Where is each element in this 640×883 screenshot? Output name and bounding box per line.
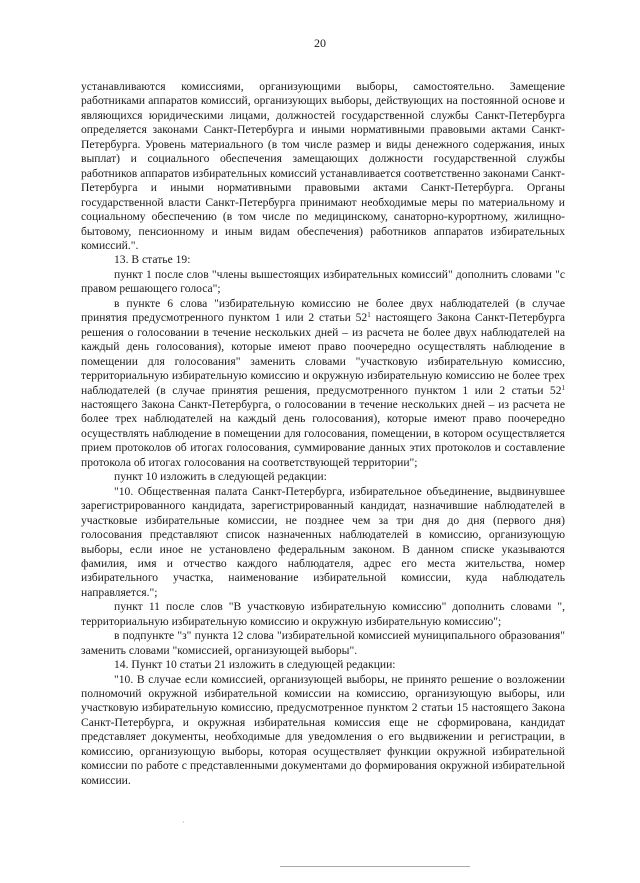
- paragraph-p4: [81, 297, 565, 470]
- text-run: в пункте 6 слова "избирательную комиссию не более двух наблюдателей (в случае принятия предусмотренного пунктом 1 или 2 статьи 52: [81, 296, 565, 325]
- text-run: "10. В случае если комиссией, организующей выборы, не принято решение о возложении полномочий окружной избирательной комиссии на комиссию, организующую выборы, или участковую избирательную комиссию, предусмотренное пунктом 2 статьи 15 настоящего Закона Санкт-Петербурга, и окружная избирательная комиссия еще не сформирована, кандидат представляет документы, необходимые для уведомления о его выдвижении и регистрации, в комиссию, организующую выборы, которая осуществляет функции окружной избирательной комиссии по работе с представленными документами до формирования окружной избирательной комиссии.: [81, 672, 565, 787]
- paragraph-p10: [81, 673, 565, 789]
- paragraph-p8: [81, 629, 565, 658]
- superscript: 1: [561, 383, 565, 392]
- superscript: 1: [367, 311, 371, 320]
- paragraph-p3: [81, 268, 565, 297]
- text-run: пункт 11 после слов "В участковую избирательную комиссию" дополнить словами ", территориальную избирательную комиссию и окружную избирательную комиссию";: [81, 600, 565, 628]
- text-run: 14. Пункт 10 статьи 21 изложить в следующей редакции:: [114, 658, 396, 672]
- paragraph-p2: [81, 253, 565, 267]
- text-run: пункт 1 после слов "члены вышестоящих избирательных комиссий" дополнить словами "с правом решающего голоса";: [81, 267, 565, 296]
- text-run: 13. В статье 19:: [114, 253, 191, 267]
- paragraph-p1: [81, 80, 565, 253]
- paragraph-p7: [81, 600, 565, 629]
- text-run: настоящего Закона Санкт-Петербурга решения о голосовании в течение нескольких дней – из расчета не более двух наблюдателей на каждый день голосования), которые имеют право поочередно осуществлять наблюдение в помещении для голосования" заменить словами "участковую избирательную комиссию, территориальную избирательную комиссию и окружную избирательную комиссию не более трех наблюдателей (в случае принятия решения, предусмотренного пунктом 1 или 2 статьи 52: [81, 311, 565, 397]
- text-run: в подпункте "з" пункта 12 слова "избирательной комиссией муниципального образования" заменить словами "комиссией, организующей выборы".: [81, 629, 565, 657]
- page-number: 20: [314, 36, 326, 50]
- document-body: [81, 80, 565, 788]
- text-run: пункт 10 изложить в следующей редакции:: [114, 470, 327, 484]
- footer-mark: ·: [182, 818, 185, 827]
- text-run: "10. Общественная палата Санкт-Петербурга, избирательное объединение, выдвинувшее зарегистрированного кандидата, зарегистрированный кандидат, назначившие наблюдателей в участковые избирательные комиссии, не позднее чем за три дня до дня (первого дня) голосования представляют список назначенных наблюдателей в комиссию, организующую выборы, если иное не установлено федеральным законом. В данном списке указываются фамилия, имя и отчество каждого наблюдателя, адрес его места жительства, номер избирательного участка, наименование избирательной комиссии, куда наблюдатель направляется.";: [81, 484, 565, 599]
- bottom-rule: [280, 866, 470, 867]
- text-run: устанавливаются комиссиями, организующими выборы, самостоятельно. Замещение работниками аппаратов комиссий, организующих выборы, действующих на постоянной основе и являющихся юридическими лицами, должностей государственной службы Санкт-Петербурга определяется законами Санкт-Петербурга и иными нормативными правовыми актами Санкт-Петербурга. Уровень материального (в том числе размер и виды денежного содержания, иных выплат) и социального обеспечения замещающих должности государственной службы работников аппаратов избирательных комиссий устанавливается соответственно законами Санкт-Петербурга и иными нормативными правовыми актами Санкт-Петербурга. Органы государственной власти Санкт-Петербурга принимают необходимые меры по материальному и социальному обеспечению (в том числе по медицинскому, санаторно-курортному, жилищно-бытовому, пенсионному и иным видам обеспечения) работников аппаратов избирательных комиссий.".: [81, 80, 565, 252]
- paragraph-p6: [81, 485, 565, 601]
- text-run: настоящего Закона Санкт-Петербурга, о голосовании в течение нескольких дней – из расчета не более трех наблюдателей на каждый день голосования), которые имеют право поочередно осуществлять наблюдение в помещении для голосования, помещении, в котором осуществляется прием протоколов об итогах голосования, суммирование данных этих протоколов и составление протокола об итогах голосования на соответствующей территории";: [81, 397, 565, 469]
- paragraph-p9: [81, 658, 565, 672]
- paragraph-p5: [81, 470, 565, 484]
